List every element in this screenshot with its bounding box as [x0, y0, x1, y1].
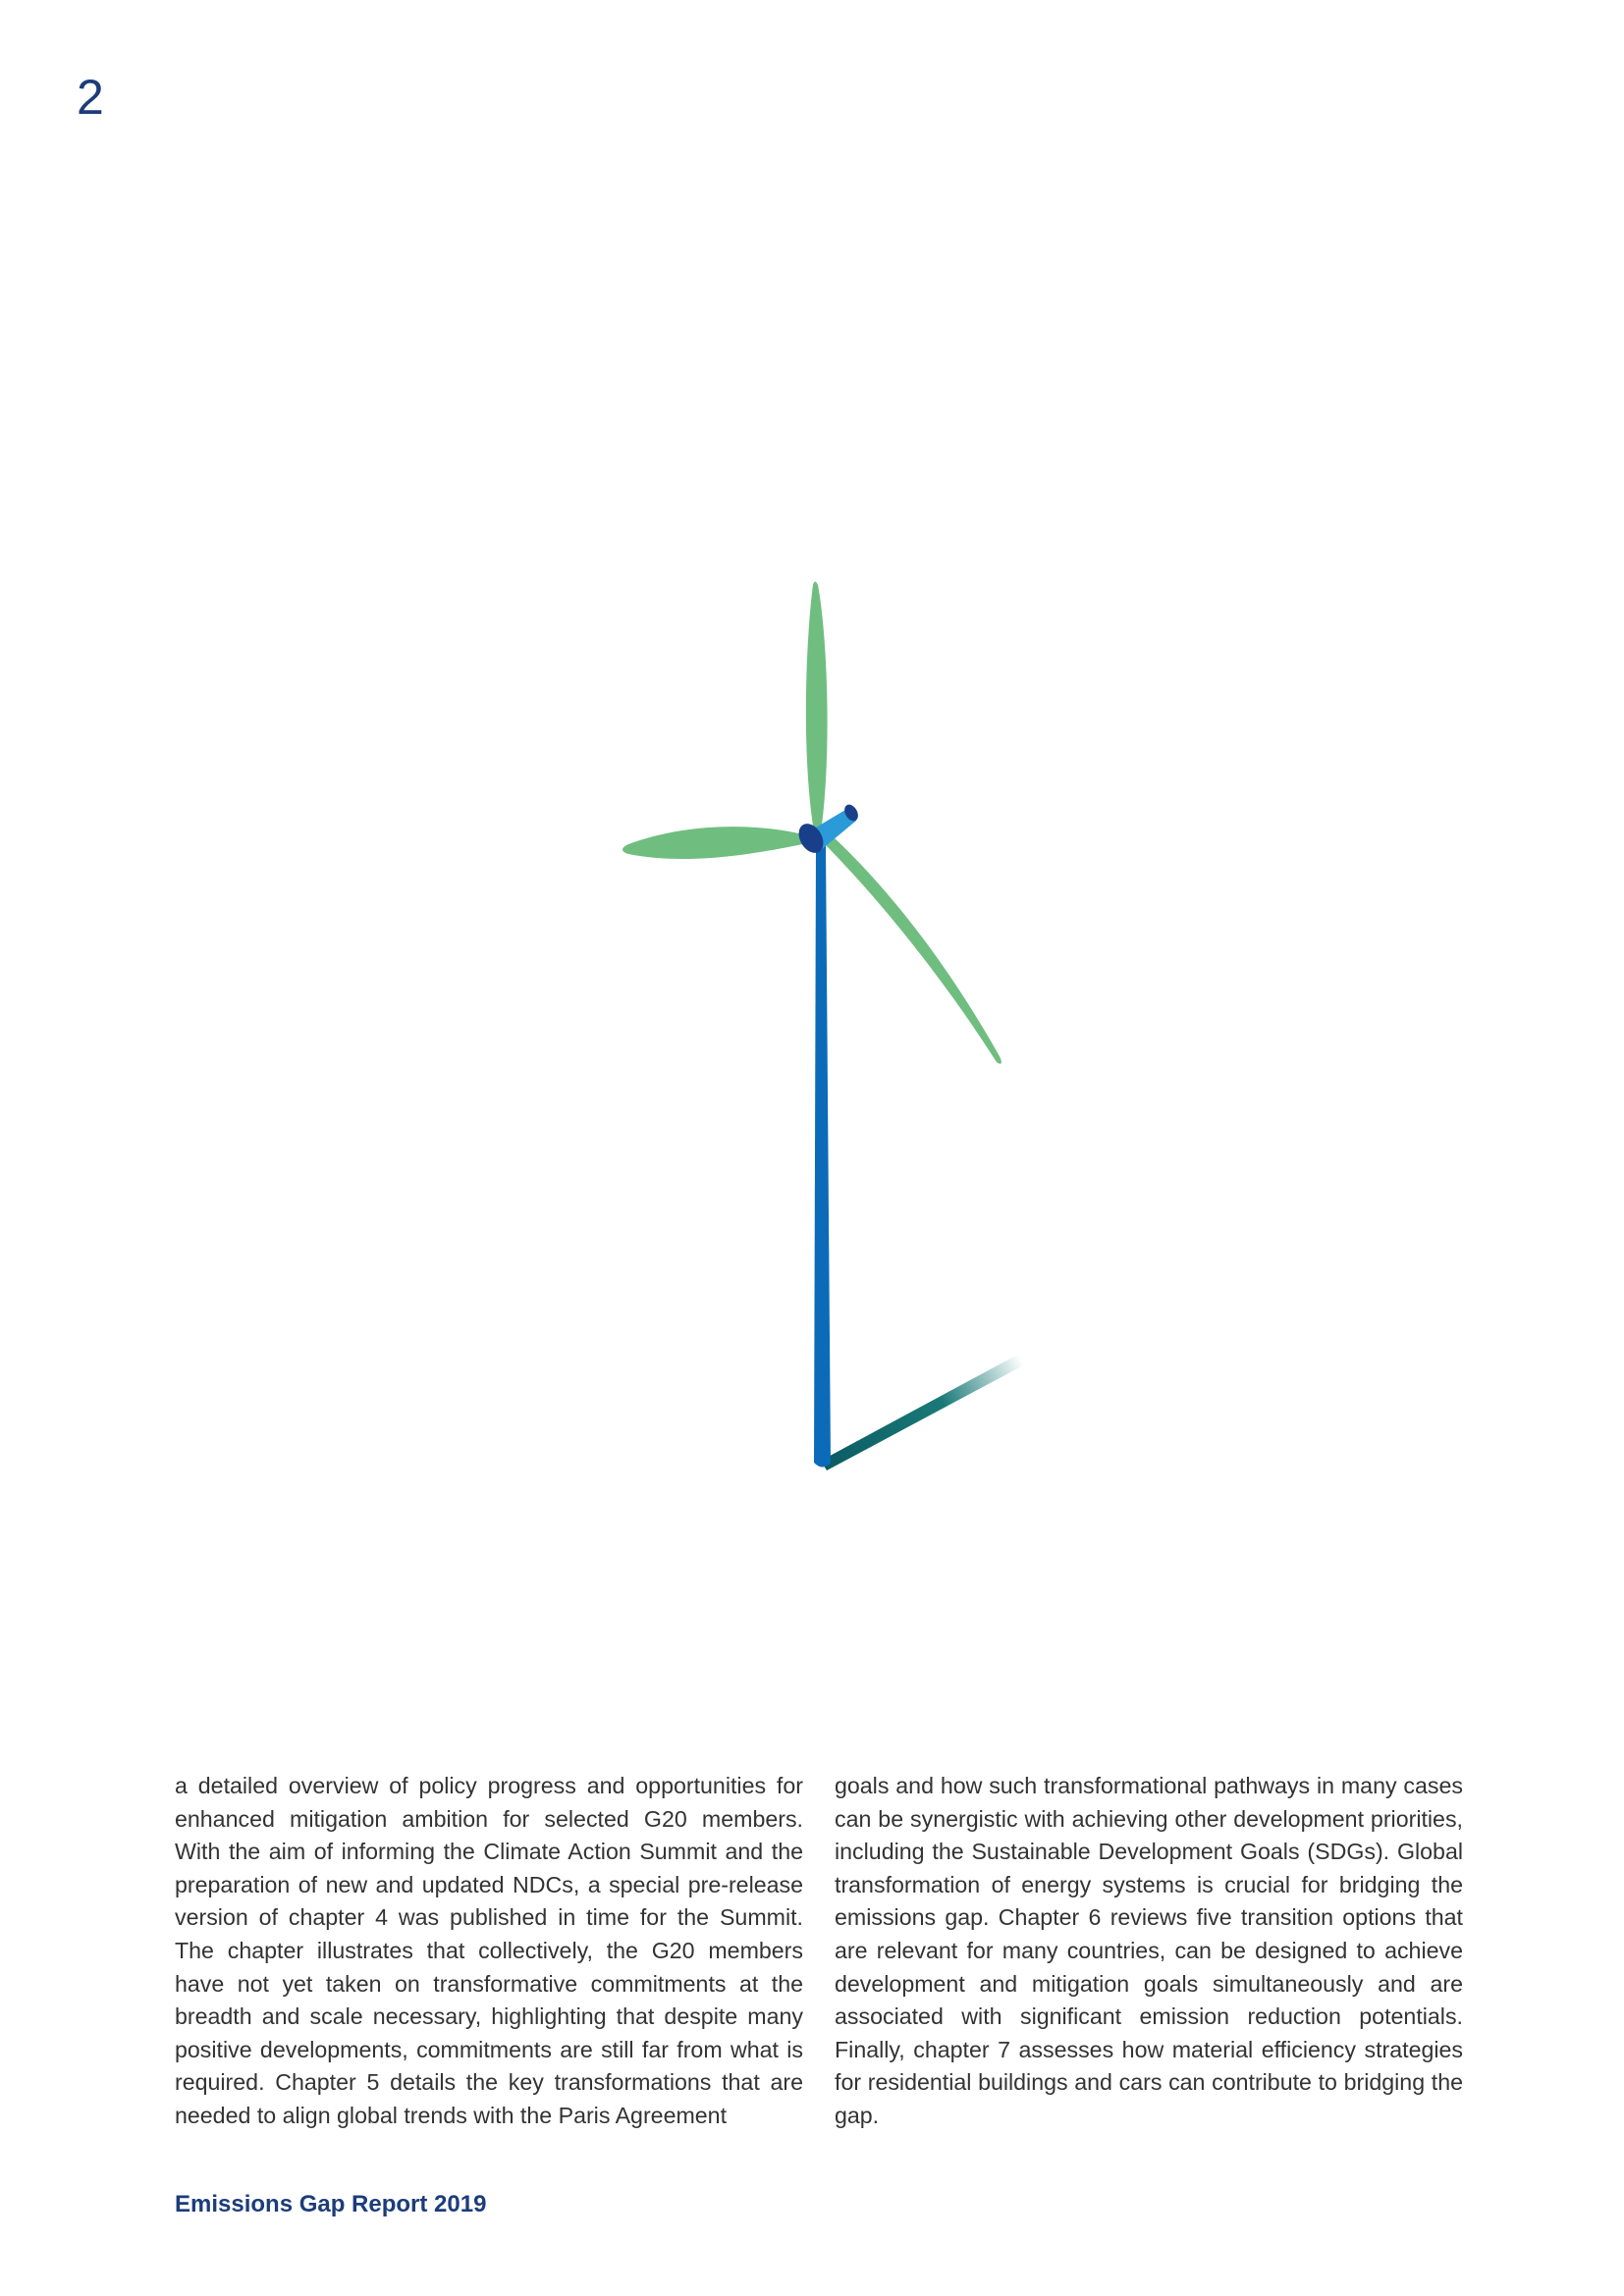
body-text-right-column: goals and how such transformational pathways in many cases can be synergistic with achieving other development priorities, including the Sustainable Development Goals (SDGs). Global transformation of energy systems is crucial for bridging the emissions gap. Chapter 6 reviews five transition options that are relevant for many countries, can be designed to achieve development and mitigation goals simultaneously and are associated with significant emission reduction potentials. Finally, chapter 7 assesses how material efficiency strategies for residential buildings and cars can contribute to bridging the gap.: [835, 1773, 1463, 2128]
page-number: 2: [77, 70, 104, 125]
wind-turbine-icon: [589, 569, 1041, 1482]
turbine-blade-right: [823, 836, 1001, 1064]
report-title: Emissions Gap Report 2019: [175, 2191, 487, 2217]
turbine-tower: [814, 846, 831, 1468]
turbine-blade-left: [623, 827, 807, 859]
body-text-left-column: a detailed overview of policy progress and opportunities for enhanced mitigation ambition for selected G20 members. With the aim of informing the Climate Action Summit and the preparation of new and updated NDCs, a special pre-release version of chapter 4 was published in time for the Summit. The chapter illustrates that collectively, the G20 members have not yet taken on transformative commitments at the breadth and scale necessary, highlighting that despite many positive developments, commitments are still far from what is required. Chapter 5 details the key transformations that are needed to align global trends with the Paris Agreement: [175, 1773, 803, 2128]
wind-turbine-illustration: [589, 569, 1041, 1482]
turbine-blade-up: [806, 582, 828, 833]
turbine-shadow: [821, 1353, 1025, 1470]
